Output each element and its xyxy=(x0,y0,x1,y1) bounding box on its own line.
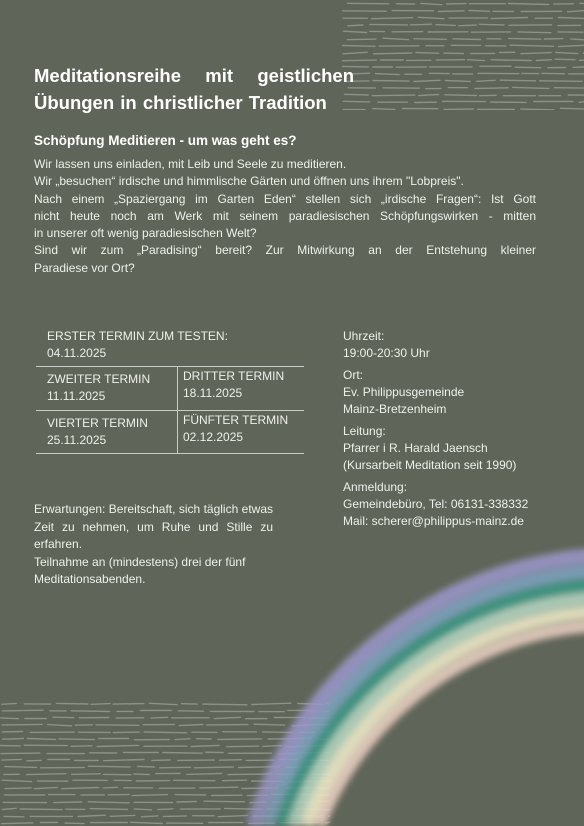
decorative-stroke xyxy=(419,95,439,96)
decorative-stroke xyxy=(323,711,330,712)
decorative-stroke xyxy=(191,745,219,746)
decorative-stroke xyxy=(96,725,139,726)
expectations-paragraph: Teilnahme an (mindestens) drei der fünf Meditationsabenden. xyxy=(34,554,246,587)
decorative-stroke xyxy=(491,18,527,19)
decorative-stroke xyxy=(218,816,247,817)
decorative-stroke xyxy=(579,102,584,103)
info-lead xyxy=(343,423,568,474)
info-label: Ort: xyxy=(343,368,363,382)
decorative-stroke xyxy=(138,766,155,767)
decorative-stroke-pattern-top xyxy=(342,0,584,110)
decorative-stroke xyxy=(421,3,442,4)
decorative-stroke xyxy=(203,704,247,705)
decorative-stroke xyxy=(509,25,552,26)
decorative-stroke xyxy=(56,703,88,704)
decorative-stroke xyxy=(2,710,43,711)
decorative-stroke xyxy=(268,809,291,810)
date-fourth xyxy=(47,415,148,449)
table-divider xyxy=(36,366,304,367)
decorative-stroke xyxy=(2,780,32,781)
decorative-stroke xyxy=(250,802,266,803)
decorative-stroke xyxy=(292,724,330,726)
decorative-stroke xyxy=(177,802,196,803)
decorative-stroke xyxy=(160,767,191,768)
decorative-stroke xyxy=(558,18,584,19)
decorative-stroke xyxy=(510,45,553,46)
decorative-stroke xyxy=(27,774,66,775)
decorative-stroke xyxy=(113,732,139,733)
decorative-stroke xyxy=(179,725,203,726)
decorative-stroke xyxy=(279,752,319,754)
decorative-stroke xyxy=(110,815,135,816)
decorative-stroke xyxy=(268,738,311,739)
decorative-stroke xyxy=(276,774,305,775)
table-divider xyxy=(36,410,304,411)
decorative-stroke xyxy=(158,809,173,810)
date-value: 18.11.2025 xyxy=(183,386,243,400)
date-label: ERSTER TERMIN ZUM TESTEN: xyxy=(47,329,228,343)
decorative-stroke xyxy=(34,787,57,788)
decorative-stroke xyxy=(3,739,24,740)
decorative-stroke xyxy=(509,4,549,5)
decorative-stroke xyxy=(286,766,319,767)
decorative-stroke xyxy=(103,787,117,788)
decorative-stroke xyxy=(373,81,409,82)
decorative-stroke xyxy=(20,809,62,810)
decorative-stroke xyxy=(561,108,584,109)
intro-line: nicht heute noch am Werk mit seinem paradiesischen Schöpfungswirken - mitten xyxy=(34,208,536,223)
decorative-stroke xyxy=(414,80,440,81)
intro-line: Wir lassen uns einladen, mit Leib und Seele zu meditieren. xyxy=(34,157,347,171)
decorative-stroke xyxy=(130,822,162,823)
decorative-stroke xyxy=(152,760,171,761)
decorative-stroke xyxy=(491,60,531,61)
decorative-stroke xyxy=(142,816,158,817)
decorative-stroke xyxy=(559,45,584,46)
decorative-stroke xyxy=(225,808,263,809)
decorative-stroke xyxy=(439,11,465,12)
decorative-stroke xyxy=(468,60,485,61)
decorative-stroke xyxy=(347,3,389,4)
decorative-stroke xyxy=(347,39,376,40)
decorative-stroke xyxy=(91,704,110,705)
date-second xyxy=(47,371,150,405)
decorative-stroke xyxy=(242,788,279,789)
intro-line: Paradiese vor Ort? xyxy=(34,260,135,275)
decorative-stroke xyxy=(204,801,245,802)
decorative-stroke xyxy=(515,67,541,68)
date-value: 02.12.2025 xyxy=(183,430,244,444)
decorative-stroke xyxy=(254,724,284,725)
decorative-stroke xyxy=(513,87,549,88)
decorative-stroke xyxy=(223,780,247,781)
decorative-stroke xyxy=(291,816,321,817)
decorative-stroke xyxy=(317,739,330,740)
decorative-stroke xyxy=(71,746,92,747)
decorative-stroke xyxy=(53,717,74,718)
decorative-stroke xyxy=(567,11,584,12)
decorative-stroke xyxy=(89,766,130,767)
info-phone: Gemeindebüro, Tel: 06131-338332 xyxy=(343,497,529,511)
decorative-stroke xyxy=(220,760,242,761)
date-value: 04.11.2025 xyxy=(47,346,107,360)
decorative-stroke xyxy=(536,60,551,61)
info-value: Pfarrer i R. Harald Jaensch xyxy=(343,441,488,455)
decorative-stroke xyxy=(5,767,37,768)
decorative-stroke xyxy=(72,774,101,775)
info-value: 19:00-20:30 Uhr xyxy=(343,346,430,360)
info-mail: Mail: scherer@philippus-mainz.de xyxy=(343,514,524,528)
expectations-paragraph: Erwartungen: Bereitschaft, sich täglich etwas Zeit zu nehmen, um Ruhe und Stille zu erfahren. xyxy=(34,502,273,552)
section-heading: Schöpfung Meditieren - um was geht es? xyxy=(34,133,297,148)
decorative-stroke xyxy=(298,704,323,705)
decorative-stroke xyxy=(194,767,233,768)
decorative-stroke xyxy=(247,795,267,796)
decorative-stroke xyxy=(370,24,408,25)
decorative-stroke-pattern-bottom xyxy=(0,700,330,826)
dates-table xyxy=(36,328,304,458)
decorative-stroke xyxy=(132,795,167,796)
decorative-stroke xyxy=(2,808,16,809)
decorative-stroke xyxy=(78,815,105,816)
date-label: DRITTER TERMIN xyxy=(183,369,285,383)
decorative-stroke xyxy=(227,746,259,747)
decorative-stroke xyxy=(134,809,151,810)
decorative-stroke xyxy=(71,711,109,712)
decorative-stroke xyxy=(374,53,412,54)
decorative-stroke xyxy=(521,109,554,110)
decorative-stroke xyxy=(445,81,470,82)
table-column-divider xyxy=(177,366,178,453)
decorative-stroke xyxy=(150,703,178,704)
decorative-stroke xyxy=(348,25,363,26)
title-line-1: Meditationsreihe mit geistlichen xyxy=(34,65,354,86)
decorative-stroke xyxy=(383,38,409,40)
decorative-stroke xyxy=(373,109,395,110)
event-info xyxy=(343,328,568,535)
decorative-stroke xyxy=(371,18,412,19)
decorative-stroke xyxy=(1,753,40,754)
decorative-stroke xyxy=(418,17,444,18)
decorative-stroke xyxy=(187,773,222,774)
decorative-stroke xyxy=(65,823,84,824)
decorative-stroke xyxy=(144,732,187,733)
decorative-stroke xyxy=(163,753,202,754)
decorative-stroke xyxy=(316,788,330,789)
decorative-stroke xyxy=(2,759,21,760)
decorative-stroke xyxy=(252,703,291,704)
decorative-stroke xyxy=(263,732,293,733)
decorative-stroke xyxy=(325,822,330,823)
info-value: (Kursarbeit Meditation seit 1990) xyxy=(343,458,517,472)
decorative-stroke xyxy=(27,739,55,740)
decorative-stroke xyxy=(214,717,240,718)
info-place xyxy=(343,367,568,418)
decorative-stroke xyxy=(163,816,186,817)
info-registration xyxy=(343,479,568,530)
info-label: Uhrzeit: xyxy=(343,329,385,343)
date-value: 25.11.2025 xyxy=(47,433,107,447)
date-value: 11.11.2025 xyxy=(47,389,106,403)
decorative-stroke xyxy=(54,802,82,803)
decorative-stroke xyxy=(151,717,168,718)
intro-line: Nach einem „Spaziergang im Garten Eden“ stellen sich „irdische Fragen“: Ist Gott xyxy=(34,191,536,206)
decorative-stroke xyxy=(88,802,129,803)
date-first xyxy=(47,328,228,362)
decorative-stroke xyxy=(436,25,455,26)
decorative-stroke xyxy=(2,703,16,704)
intro-line: Wir „besuchen“ irdische und himmlische Gärten und öffnen uns ihrem "Lobpreis". xyxy=(34,174,464,189)
decorative-stroke xyxy=(372,95,415,96)
decorative-stroke xyxy=(2,823,33,824)
info-value: Mainz-Bretzenheim xyxy=(343,402,447,416)
decorative-stroke xyxy=(555,59,575,60)
expectations-text xyxy=(34,501,273,589)
decorative-stroke xyxy=(469,11,489,12)
decorative-stroke xyxy=(414,39,446,40)
decorative-stroke xyxy=(228,774,272,775)
decorative-stroke xyxy=(90,809,127,810)
info-label: Anmeldung: xyxy=(343,480,408,494)
decorative-stroke xyxy=(343,46,375,47)
decorative-stroke xyxy=(5,788,31,789)
page-title xyxy=(34,62,354,116)
intro-text xyxy=(34,156,536,277)
decorative-stroke xyxy=(509,38,541,39)
decorative-stroke xyxy=(1,718,19,719)
decorative-stroke xyxy=(218,739,261,740)
date-third xyxy=(183,368,284,402)
decorative-stroke xyxy=(521,53,551,54)
info-time xyxy=(343,328,568,362)
decorative-stroke xyxy=(376,74,400,75)
decorative-stroke xyxy=(285,746,323,747)
decorative-stroke xyxy=(104,760,144,761)
decorative-stroke xyxy=(296,809,330,810)
info-value: Ev. Philippusgemeinde xyxy=(343,385,465,399)
info-label: Leitung: xyxy=(343,424,386,438)
decorative-stroke xyxy=(500,80,535,81)
date-label: VIERTER TERMIN xyxy=(47,416,148,430)
decorative-stroke xyxy=(475,88,508,89)
decorative-stroke xyxy=(445,95,477,96)
date-fifth xyxy=(183,412,288,446)
decorative-stroke xyxy=(343,52,367,54)
decorative-stroke xyxy=(459,25,477,26)
decorative-stroke xyxy=(416,53,439,54)
intro-line: Sind wir zum „Paradising“ bereit? Zur Mitwirkung an der Entstehung kleiner xyxy=(34,243,536,258)
decorative-stroke xyxy=(97,745,139,746)
date-label: ZWEITER TERMIN xyxy=(47,372,151,386)
date-label: FÜNFTER TERMIN xyxy=(183,413,289,427)
decorative-stroke xyxy=(175,739,190,740)
decorative-stroke xyxy=(200,787,238,788)
decorative-stroke xyxy=(453,39,481,40)
decorative-stroke xyxy=(540,81,583,82)
title-line-2: Übungen in christlicher Tradition xyxy=(34,92,327,113)
decorative-stroke xyxy=(343,60,377,61)
decorative-stroke xyxy=(62,788,99,789)
decorative-stroke xyxy=(263,746,281,747)
decorative-stroke xyxy=(343,31,366,32)
intro-line: in unserer oft wenig paradiesischen Welt? xyxy=(34,226,257,241)
decorative-stroke xyxy=(542,73,564,74)
decorative-stroke xyxy=(59,739,94,740)
table-divider xyxy=(36,453,304,454)
decorative-stroke xyxy=(480,24,505,25)
decorative-stroke xyxy=(477,80,496,81)
decorative-stroke xyxy=(326,703,330,704)
decorative-stroke xyxy=(411,24,432,25)
decorative-stroke xyxy=(571,39,584,40)
decorative-stroke xyxy=(518,32,551,33)
decorative-stroke xyxy=(556,52,578,53)
decorative-stroke xyxy=(310,774,330,775)
decorative-stroke xyxy=(2,724,42,725)
decorative-stroke xyxy=(48,725,72,726)
decorative-stroke xyxy=(239,767,280,768)
decorative-stroke xyxy=(113,704,144,705)
